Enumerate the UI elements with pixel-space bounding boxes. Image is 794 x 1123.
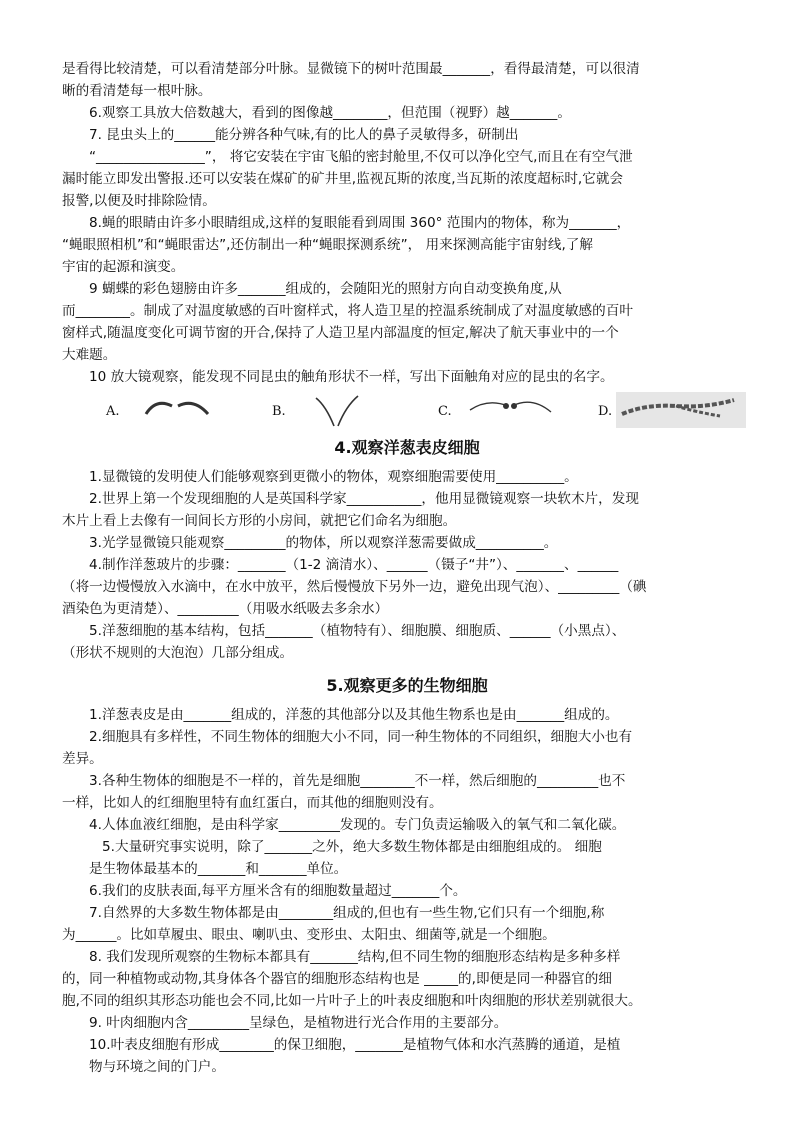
question-4-1: 1.显微镜的发明使人们能够观察到更微小的物体，观察细胞需要使用__________。	[89, 469, 578, 485]
question-4-2: 2.世界上第一个发现细胞的人是英国科学家___________，他用显微镜观察一块软木片，发现	[89, 491, 639, 507]
text-line: （将一边慢慢放入水滴中，在水中放平，然后慢慢放下另外一边，避免出现气泡）、_________（碘	[62, 579, 647, 595]
text-line: 差异。	[62, 751, 103, 767]
question-4-3: 3.光学显微镜只能观察_________的物体，所以观察洋葱需要做成__________。	[89, 535, 558, 551]
question-4-4: 4.制作洋葱玻片的步骤：_______（1-2 滴清水）、______（镊子“井”）、_______、______	[89, 557, 619, 573]
question-7: 7. 昆虫头上的______能分辨各种气味,有的比人的鼻子灵敏得多，研制出	[89, 127, 519, 143]
antenna-images	[62, 392, 752, 430]
question-5-1: 1.洋葱表皮是由_______组成的，洋葱的其他部分以及其他生物系也是由_______组成的。	[89, 707, 619, 723]
question-8: 8.蝇的眼睛由许多小眼睛组成,这样的复眼能看到周围 360° 范围内的物体，称为_______，	[89, 215, 631, 231]
question-5-9: 9. 叶肉细胞内含_________呈绿色，是植物进行光合作用的主要部分。	[89, 1015, 508, 1031]
antenna-label-c: C.	[438, 404, 452, 419]
question-6: 6.观察工具放大倍数越大，看到的图像越________，但范围（视野）越_______。	[89, 105, 571, 121]
question-4-5: 5.洋葱细胞的基本结构，包括_______（植物特有）、细胞膜、细胞质、______（小黑点）、	[89, 623, 626, 639]
text-line: 报警,以便及时排除险情。	[62, 193, 216, 209]
antenna-label-a: A.	[106, 404, 120, 419]
text-line: 一样，比如人的红细胞里特有血红蛋白，而其他的细胞则没有。	[62, 795, 443, 811]
text-line: 的，同一种植物或动物,其身体各个器官的细胞形态结构也是 _____的,即便是同一种器官的细	[62, 971, 612, 987]
text-line: “________________”， 将它安装在宇宙飞船的密封舱里,不仅可以净化空气,而且在有空气泄	[89, 149, 633, 165]
text-line: 是生物体最基本的_______和_______单位。	[89, 861, 348, 877]
antenna-c-image	[468, 392, 553, 422]
question-5-5: 5.大量研究事实说明，除了_______之外，绝大多数生物体都是由细胞组成的。 细胞	[102, 839, 602, 855]
question-5-3: 3.各种生物体的细胞是不一样的，首先是细胞________不一样，然后细胞的_________也不	[89, 773, 626, 789]
text-line: 而________。制成了对温度敏感的百叶窗样式，将人造卫星的控温系统制成了对温度敏感的百叶	[62, 303, 633, 319]
section-5-title: 5.观察更多的生物细胞	[326, 676, 488, 695]
antenna-a-image	[142, 392, 212, 422]
section-4-title: 4.观察洋葱表皮细胞	[334, 438, 480, 457]
question-5-7: 7.自然界的大多数生物体都是由________组成的,但也有一些生物,它们只有一个细胞,称	[89, 905, 605, 921]
antenna-b-image	[312, 392, 362, 428]
text-line: 大难题。	[62, 347, 117, 363]
worksheet-page	[62, 58, 752, 1078]
text-line: 酒染色为更清楚）、_________（用吸水纸吸去多余水）	[62, 601, 389, 617]
text-line: 胞,不同的组织其形态功能也会不同,比如一片叶子上的叶表皮细胞和叶肉细胞的形状差别就很大。	[62, 993, 642, 1009]
question-5-6: 6.我们的皮肤表面,每平方厘米含有的细胞数量超过_______个。	[89, 883, 467, 899]
question-5-8: 8. 我们发现所观察的生物标本都具有_______结构,但不同生物的细胞形态结构是多种多样	[89, 949, 621, 965]
question-5-10: 10.叶表皮细胞有形成________的保卫细胞，_______是植物气体和水汽蒸腾的通道，是植	[89, 1037, 621, 1053]
question-5-4: 4.人体血液红细胞，是由科学家_________发现的。专门负责运输吸入的氧气和二氧化碳。	[89, 817, 626, 833]
antenna-d-image	[616, 392, 746, 428]
antenna-label-d: D.	[598, 404, 613, 419]
text-line: 宇宙的起源和演变。	[62, 259, 185, 275]
text-line: 物与环境之间的门户。	[89, 1059, 225, 1075]
text-line: （形状不规则的大泡泡）几部分组成。	[62, 645, 294, 661]
text-line: 窗样式,随温度变化可调节窗的开合,保持了人造卫星内部温度的恒定,解决了航天事业中的一个	[62, 325, 619, 341]
text-line: 晰的看清楚每一根叶脉。	[62, 83, 212, 99]
text-line: 是看得比较清楚，可以看清楚部分叶脉。显微镜下的树叶范围最_______，看得最清楚，可以很清	[62, 61, 640, 77]
question-10: 10 放大镜观察，能发现不同昆虫的触角形状不一样，写出下面触角对应的昆虫的名字。	[89, 369, 614, 385]
question-9: 9 蝴蝶的彩色翅膀由许多_______组成的，会随阳光的照射方向自动变换角度,从	[89, 281, 562, 297]
question-5-2: 2.细胞具有多样性，不同生物体的细胞大小不同，同一种生物体的不同组织，细胞大小也有	[89, 729, 633, 745]
text-line: 为______。比如草履虫、眼虫、喇叭虫、变形虫、太阳虫、细菌等,就是一个细胞。	[62, 927, 556, 943]
text-line: 木片上看上去像有一间间长方形的小房间，就把它们命名为细胞。	[62, 513, 457, 529]
text-line: “蝇眼照相机”和“蝇眼雷达”,还仿制出一种“蝇眼探测系统”， 用来探测高能宇宙射线,了解	[62, 237, 593, 253]
antenna-label-b: B.	[272, 404, 286, 419]
text-line: 漏时能立即发出警报.还可以安装在煤矿的矿井里,监视瓦斯的浓度,当瓦斯的浓度超标时,它就会	[62, 171, 624, 187]
